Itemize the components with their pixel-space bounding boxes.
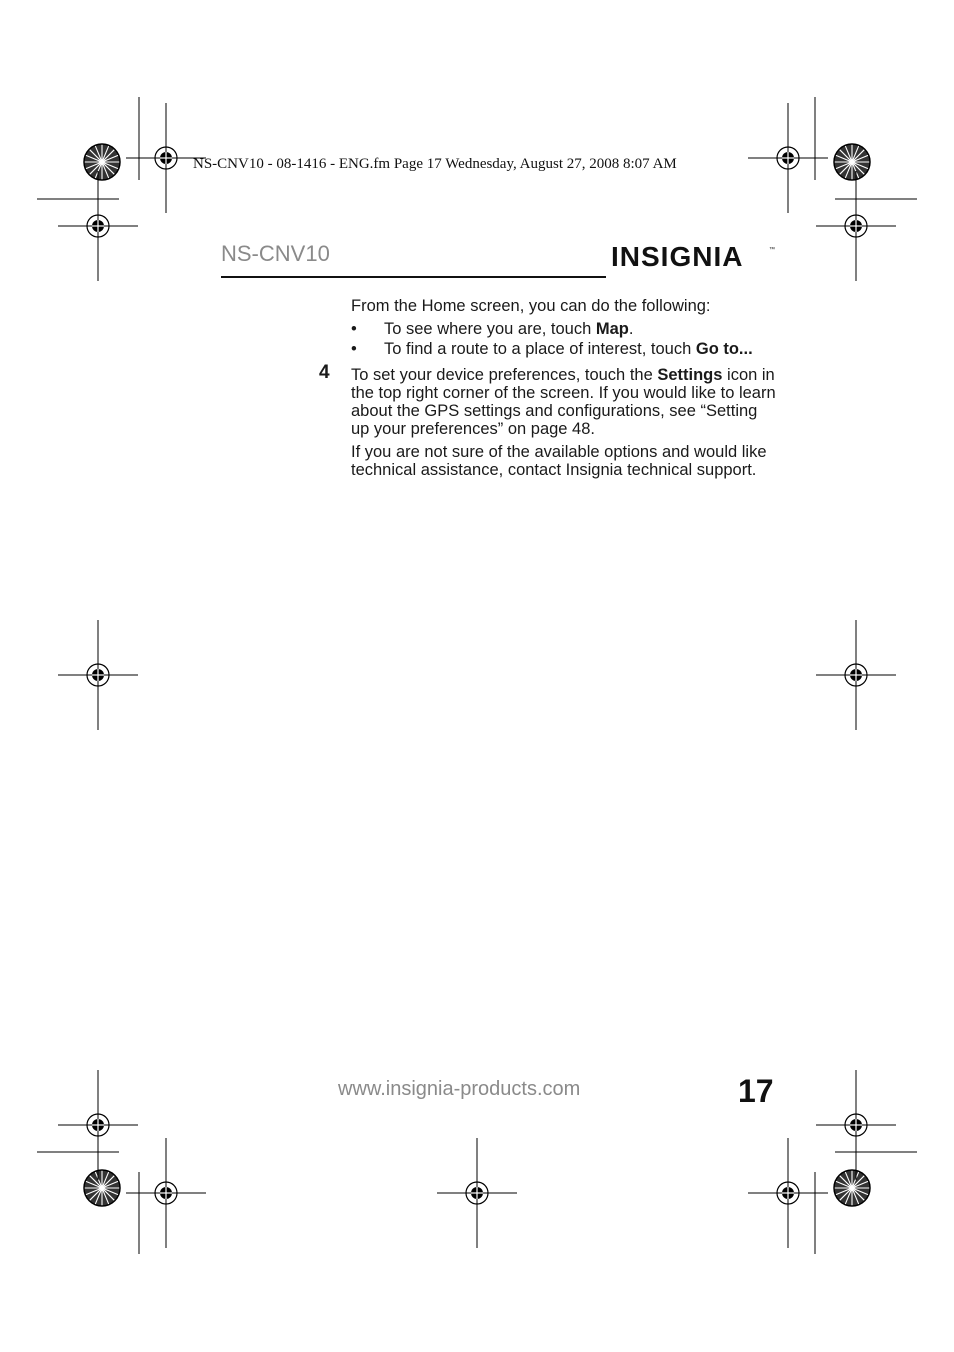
bullet-keyword: Map (595, 320, 629, 338)
bullet-list (351, 320, 776, 358)
page-number: 17 (738, 1073, 774, 1109)
bullet-marker: • (351, 320, 357, 338)
page-content (319, 297, 776, 484)
insignia-logo (611, 241, 777, 283)
support-note: If you are not sure of the available options and would like technical assistance, contact Insignia technical support. (351, 443, 767, 479)
intro-text: From the Home screen, you can do the following: (351, 297, 711, 315)
settings-keyword: Settings (657, 366, 723, 384)
header-rule (221, 276, 606, 278)
step-text: To set your device preferences, touch the (351, 366, 658, 384)
bullet-keyword: Go to... (695, 340, 753, 358)
bullet-text: To find a route to a place of interest, touch (384, 340, 696, 358)
step-4 (319, 362, 776, 438)
list-item (351, 340, 776, 358)
file-slug: NS-CNV10 - 08-1416 - ENG.fm Page 17 Wednesday, August 27, 2008 8:07 AM (193, 156, 677, 172)
bullet-text-end: . (628, 320, 634, 338)
model-name: NS-CNV10 (221, 241, 330, 266)
bullet-marker: • (351, 340, 357, 358)
step-number: 4 (319, 362, 330, 383)
list-item (351, 320, 776, 338)
bullet-text: To see where you are, touch (384, 320, 596, 338)
step-text-end: icon in the top right corner of the screen. If you would like to learn about the GPS settings and configurations, see “Setting up your preferences” on page 48. (351, 366, 776, 438)
footer-url[interactable]: www.insignia-products.com (338, 1078, 581, 1100)
logo-text: INSIGNIA (611, 241, 744, 272)
logo-trademark: ™ (769, 247, 776, 253)
